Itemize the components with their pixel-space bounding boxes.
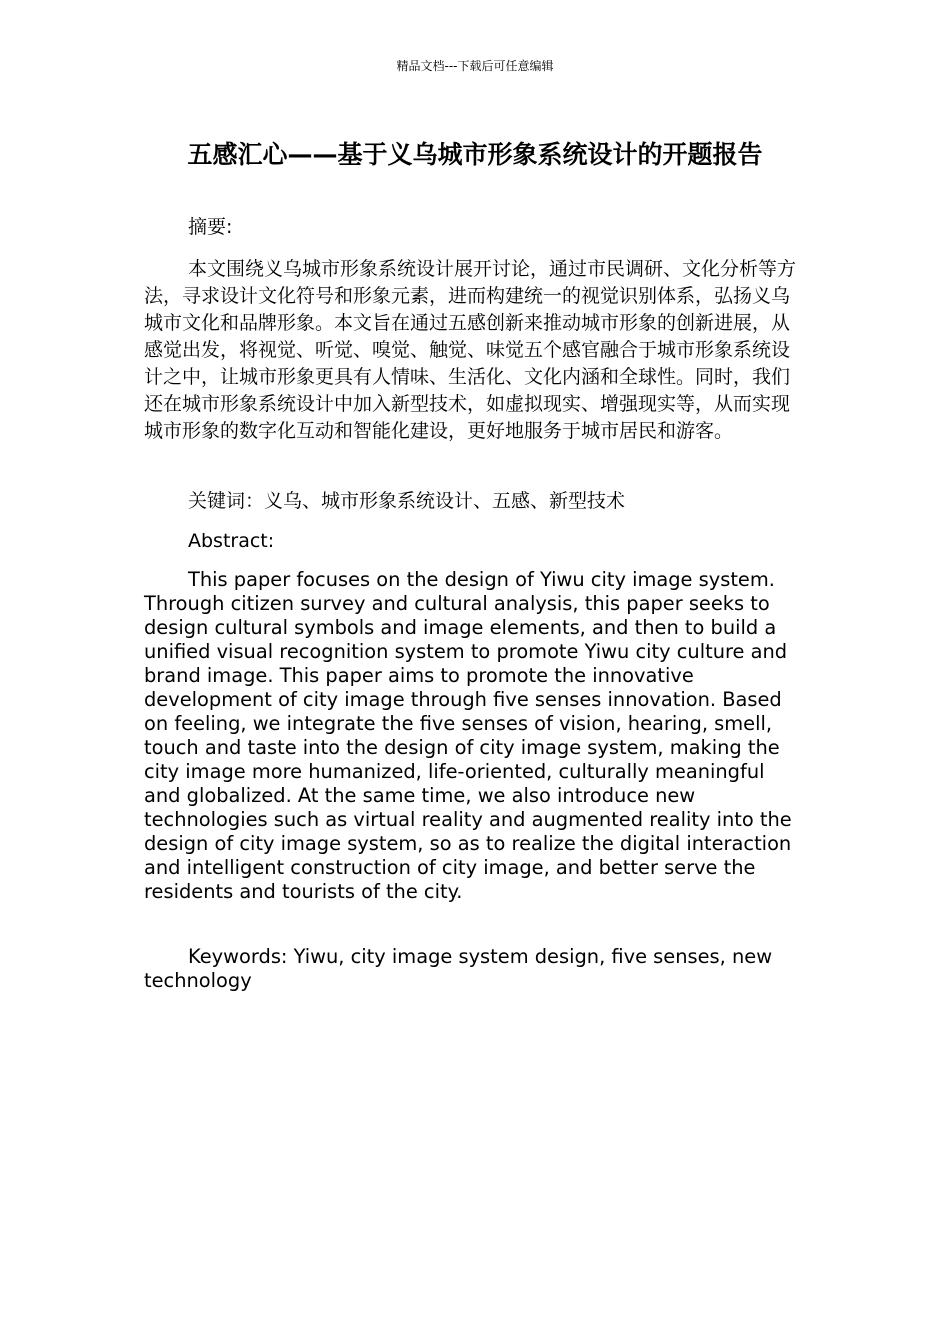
abstract-cn-label: 摘要:: [188, 216, 233, 238]
keywords-en: Keywords: Yiwu, city image system design, five senses, new technology: [144, 945, 773, 992]
abstract-en-body: This paper focuses on the design of Yiwu city image system. Through citizen survey and cultural analysis, this paper seeks to design cultural symbols and image elements, and then to build a unified visual recognition system to promote Yiwu city culture and brand image. This paper aims to promote the innovative development of city image through five senses innovation. Based on feeling, we integrate the five senses of vision, hearing, smell, touch and taste into the design of city image system, making the city image more humanized, life-oriented, culturally meaningful and globalized. At the same time, we also introduce new technologies such as virtual reality and augmented reality into the design of city image system, so as to realize the digital interaction and intelligent construction of city image, and better serve the residents and tourists of the city.: [144, 568, 792, 903]
abstract-cn-body: 本文围绕义乌城市形象系统设计展开讨论，通过市民调研、文化分析等方法，寻求设计文化符号和形象元素，进而构建统一的视觉识别体系，弘扬义乌城市文化和品牌形象。本文旨在通过五感创新来推动城市形象的创新进展，从感觉出发，将视觉、听觉、嗅觉、触觉、味觉五个感官融合于城市形象系统设计之中，让城市形象更具有人情味、生活化、文化内涵和全球性。同时，我们还在城市形象系统设计中加入新型技术，如虚拟现实、增强现实等，从而实现城市形象的数字化互动和智能化建设，更好地服务于城市居民和游客。: [144, 258, 797, 442]
document-title: 五感汇心——基于义乌城市形象系统设计的开题报告: [187, 140, 763, 169]
keywords-cn: 关键词：义乌、城市形象系统设计、五感、新型技术: [188, 490, 626, 512]
abstract-en-label: Abstract:: [188, 530, 275, 552]
header-note: 精品文档---下载后可任意编辑: [396, 59, 554, 73]
